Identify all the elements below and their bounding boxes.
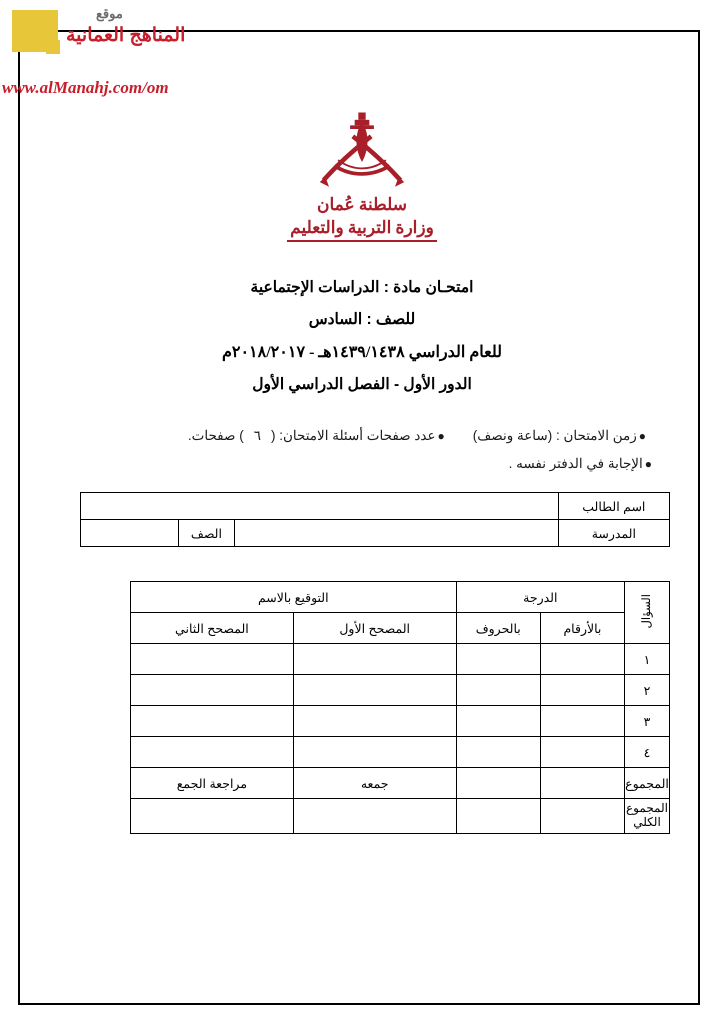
row-letters-cell[interactable] [456,675,540,706]
row-numbers-cell[interactable] [540,675,624,706]
note-answer [509,456,652,472]
header-second-marker: المصحح الثاني [131,613,294,644]
grand-total-first-marker-cell[interactable] [293,799,456,834]
note-time [473,428,646,444]
ministry-titles [54,195,670,242]
note-answer-label: الإجابة في الدفتر نفسه . [508,456,643,471]
header-in-letters: بالحروف [456,613,540,644]
total-label: المجموع [625,768,670,799]
note-pages-value: ٦ [253,428,261,443]
table-subheader-row [131,613,670,644]
ministry-name: وزارة التربية والتعليم [290,218,434,237]
class-field[interactable] [81,520,179,547]
grand-total-label [625,799,670,834]
row-letters-cell[interactable] [456,737,540,768]
grand-total-numbers-cell[interactable] [540,799,624,834]
school-label: المدرسة [558,520,669,547]
bullet-icon: ● [437,429,445,443]
grand-total-letters-cell[interactable] [456,799,540,834]
exam-notes [54,428,670,472]
note-pages-label: عدد صفحات أسئلة الامتحان: ( [270,428,436,443]
watermark-url: www.alManahj.com/om [2,78,169,97]
marks-table [130,581,670,834]
grand-total-label-line2: الكلي [633,815,661,829]
row-first-marker-cell[interactable] [293,706,456,737]
row-second-marker-cell[interactable] [131,644,294,675]
row-question-number: ١ [625,644,670,675]
row-question-number: ٤ [625,737,670,768]
exam-round-line: الدور الأول - الفصل الدراسي الأول [252,376,472,393]
table-row [131,706,670,737]
row-letters-cell[interactable] [456,644,540,675]
site-watermark [0,0,235,108]
total-numbers-cell[interactable] [540,768,624,799]
row-first-marker-cell[interactable] [293,644,456,675]
oman-national-emblem-khanjar-icon [307,108,417,194]
table-total-row [131,768,670,799]
table-row [81,520,670,547]
student-name-field[interactable] [81,493,559,520]
table-row [131,737,670,768]
exam-page-content [54,62,670,834]
table-row [131,675,670,706]
ministry-underline [287,240,437,242]
exam-page-border [18,30,700,1005]
grand-total-second-marker-cell[interactable] [131,799,294,834]
row-numbers-cell[interactable] [540,737,624,768]
note-pages [188,428,445,444]
exam-grade-line: للصف : السادس [308,311,416,328]
row-numbers-cell[interactable] [540,644,624,675]
header-signature: التوقيع بالاسم [131,582,457,613]
header-first-marker: المصحح الأول [293,613,456,644]
row-question-number: ٢ [625,675,670,706]
grand-total-label-line1: المجموع [626,801,668,816]
row-second-marker-cell[interactable] [131,737,294,768]
student-name-label: اسم الطالب [558,493,669,520]
header-question [625,582,670,644]
country-name: سلطنة عُمان [317,195,407,214]
table-header-row [131,582,670,613]
row-question-number: ٣ [625,706,670,737]
yellow-square-logo-icon [12,10,58,52]
total-letters-cell[interactable] [456,768,540,799]
note-row-time-pages [54,428,652,444]
table-grand-total-row [131,799,670,834]
header-question-label: السؤال [641,593,653,629]
school-field[interactable] [235,520,559,547]
row-letters-cell[interactable] [456,706,540,737]
row-first-marker-cell[interactable] [293,675,456,706]
note-time-label: زمن الامتحان : (ساعة ونصف) [472,428,637,443]
note-pages-suffix: ) صفحات. [187,428,244,443]
row-first-marker-cell[interactable] [293,737,456,768]
note-row-answer [54,456,652,472]
bullet-icon: ● [638,429,646,443]
watermark-line2: المناهج العمانية [66,25,186,46]
exam-title-block [54,278,670,394]
header-grade: الدرجة [456,582,624,613]
row-second-marker-cell[interactable] [131,675,294,706]
table-row [81,493,670,520]
row-numbers-cell[interactable] [540,706,624,737]
header-in-numbers: بالأرقام [540,613,624,644]
bullet-icon: ● [644,457,652,471]
exam-year-line: للعام الدراسي ١٤٣٩/١٤٣٨هـ - ٢٠١٨/٢٠١٧م [221,344,503,361]
class-label: الصف [178,520,234,547]
row-second-marker-cell[interactable] [131,706,294,737]
exam-subject-line: امتحـان مادة : الدراسات الإجتماعية [250,279,474,296]
total-first-marker-cell: جمعه [293,768,456,799]
watermark-line1: موقع [96,6,123,21]
student-info-table [80,492,670,547]
table-row [131,644,670,675]
total-second-marker-cell: مراجعة الجمع [131,768,294,799]
